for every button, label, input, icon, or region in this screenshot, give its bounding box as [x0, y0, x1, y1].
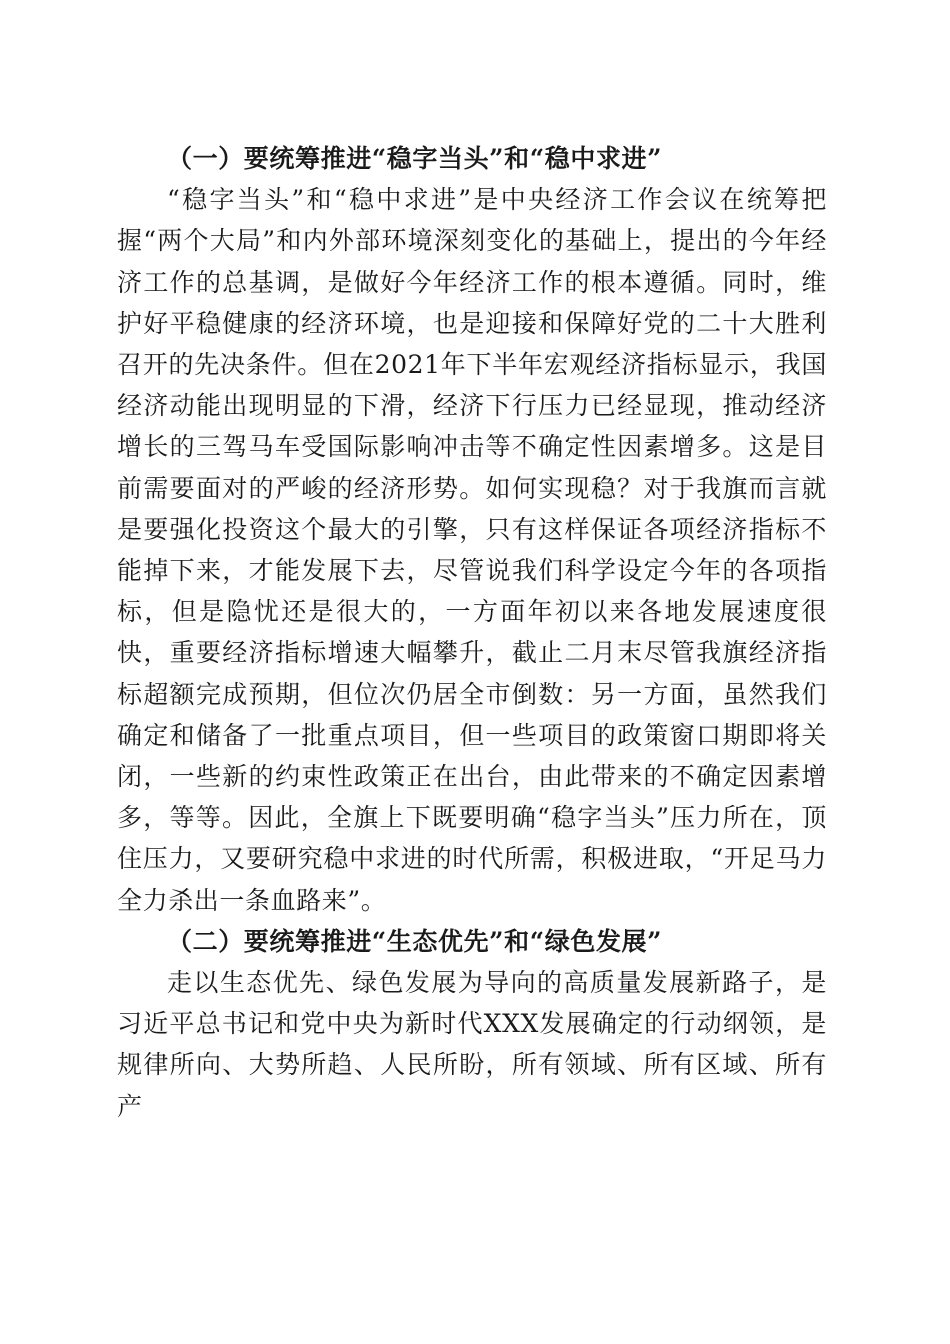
document-body — [117, 138, 827, 1127]
section-heading-2: （二）要统筹推进“生态优先”和“绿色发展” — [167, 926, 663, 956]
paragraph-2: 走以生态优先、绿色发展为导向的高质量发展新路子，是习近平总书记和党中央为新时代XXX发展确定的行动纲领，是规律所向、大势所趋、人民所盼，所有领域、所有区域、所有产 — [117, 968, 827, 1121]
section-heading-1: （一）要统筹推进“稳字当头”和“稳中求进” — [167, 144, 663, 173]
paragraph-1: “稳字当头”和“稳中求进”是中央经济工作会议在统筹把握“两个大局”和内外部环境深刻变化的基础上，提出的今年经济工作的总基调，是做好今年经济工作的根本遵循。同时，维护好平稳健康的经济环境，也是迎接和保障好党的二十大胜利召开的先决条件。但在2021年下半年宏观经济指标显示，我国经济动能出现明显的下滑，经济下行压力已经显现，推动经济增长的三驾马车受国际影响冲击等不确定性因素增多。这是目前需要面对的严峻的经济形势。如何实现稳？对于我旗而言就是要强化投资这个最大的引擎，只有这样保证各项经济指标不能掉下来，才能发展下去，尽管说我们科学设定今年的各项指标，但是隐忧还是很大的，一方面年初以来各地发展速度很快，重要经济指标增速大幅攀升，截止二月末尽管我旗经济指标超额完成预期，但位次仍居全市倒数：另一方面，虽然我们确定和储备了一批重点项目，但一些项目的政策窗口期即将关闭，一些新的约束性政策正在出台，由此带来的不确定因素增多，等等。因此，全旗上下既要明确“稳字当头”压力所在，顶住压力，又要研究稳中求进的时代所需，积极进取，“开足马力全力杀出一条血路来”。 — [117, 185, 827, 915]
